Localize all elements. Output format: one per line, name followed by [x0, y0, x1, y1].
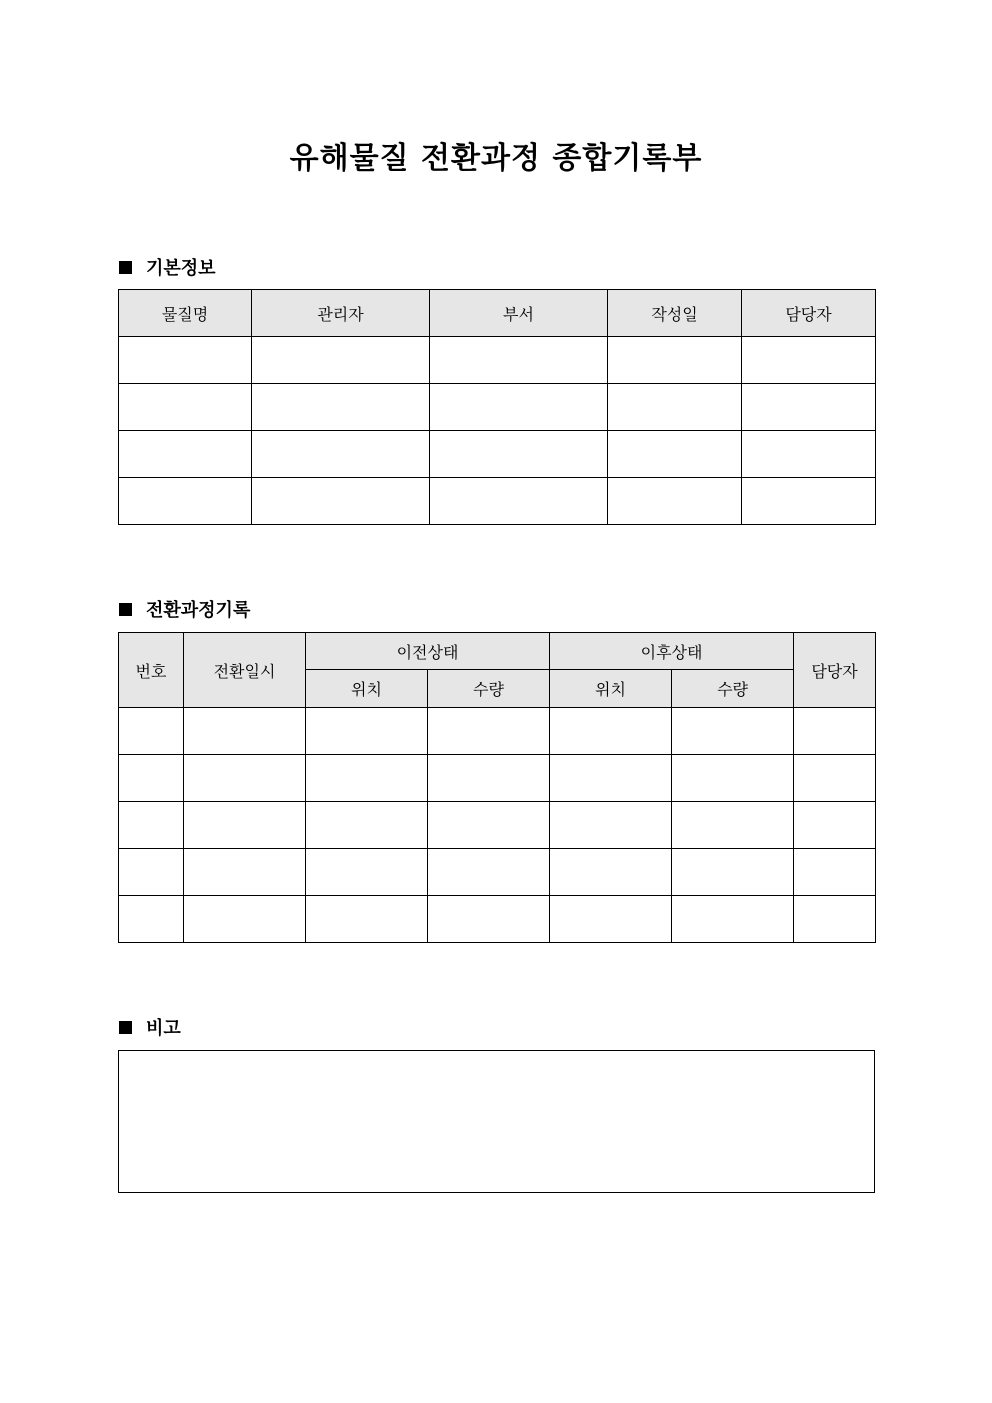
- section-remarks-label: 비고: [146, 1018, 181, 1039]
- table-cell[interactable]: [428, 755, 550, 802]
- table-cell[interactable]: [430, 431, 608, 478]
- table-cell[interactable]: [794, 708, 876, 755]
- table-cell[interactable]: [184, 849, 306, 896]
- table-cell[interactable]: [119, 337, 252, 384]
- table-row: [119, 337, 876, 384]
- table-cell[interactable]: [608, 431, 742, 478]
- table-cell[interactable]: [742, 384, 876, 431]
- remarks-box[interactable]: [118, 1050, 875, 1193]
- table-row: [119, 384, 876, 431]
- table-cell[interactable]: [119, 896, 184, 943]
- table-cell[interactable]: [184, 755, 306, 802]
- table-cell[interactable]: [252, 478, 430, 525]
- section-basic-info-heading: [119, 254, 216, 280]
- table-cell[interactable]: [550, 755, 672, 802]
- table-cell[interactable]: [672, 708, 794, 755]
- table-cell[interactable]: [119, 431, 252, 478]
- table-cell[interactable]: [252, 337, 430, 384]
- header-number: 번호: [119, 633, 184, 708]
- table-cell[interactable]: [794, 896, 876, 943]
- table-cell[interactable]: [252, 431, 430, 478]
- table-cell[interactable]: [119, 802, 184, 849]
- table-row: [119, 708, 876, 755]
- table-row: [119, 431, 876, 478]
- header-after-quantity: 수량: [672, 670, 794, 708]
- square-bullet-icon: [119, 1021, 132, 1034]
- table-cell[interactable]: [184, 708, 306, 755]
- table-cell[interactable]: [119, 755, 184, 802]
- table-cell[interactable]: [672, 755, 794, 802]
- header-before-state: 이전상태: [306, 633, 550, 670]
- section-remarks-heading: [119, 1014, 181, 1040]
- basic-info-header-row: [119, 290, 876, 337]
- table-cell[interactable]: [428, 896, 550, 943]
- header-person-in-charge: 담당자: [794, 633, 876, 708]
- table-row: [119, 478, 876, 525]
- table-cell[interactable]: [742, 431, 876, 478]
- table-cell[interactable]: [550, 849, 672, 896]
- header-department: 부서: [430, 290, 608, 337]
- table-cell[interactable]: [550, 802, 672, 849]
- table-cell[interactable]: [252, 384, 430, 431]
- conversion-header-row-1: [119, 633, 876, 670]
- table-cell[interactable]: [306, 896, 428, 943]
- table-cell[interactable]: [430, 337, 608, 384]
- section-conversion-heading: [119, 596, 250, 622]
- table-cell[interactable]: [306, 708, 428, 755]
- header-before-location: 위치: [306, 670, 428, 708]
- header-person-in-charge: 담당자: [742, 290, 876, 337]
- table-cell[interactable]: [608, 384, 742, 431]
- header-after-location: 위치: [550, 670, 672, 708]
- table-cell[interactable]: [184, 896, 306, 943]
- table-cell[interactable]: [608, 478, 742, 525]
- table-row: [119, 896, 876, 943]
- table-cell[interactable]: [430, 384, 608, 431]
- table-cell[interactable]: [672, 849, 794, 896]
- table-cell[interactable]: [608, 337, 742, 384]
- basic-info-table: [118, 289, 876, 525]
- table-cell[interactable]: [550, 708, 672, 755]
- table-cell[interactable]: [742, 478, 876, 525]
- table-cell[interactable]: [672, 896, 794, 943]
- document-title: 유해물질 전환과정 종합기록부: [289, 141, 703, 176]
- table-cell[interactable]: [430, 478, 608, 525]
- table-cell[interactable]: [306, 755, 428, 802]
- table-cell[interactable]: [794, 802, 876, 849]
- table-cell[interactable]: [119, 384, 252, 431]
- section-basic-info-label: 기본정보: [146, 258, 216, 279]
- square-bullet-icon: [119, 261, 132, 274]
- header-before-quantity: 수량: [428, 670, 550, 708]
- header-after-state: 이후상태: [550, 633, 794, 670]
- table-row: [119, 802, 876, 849]
- table-cell[interactable]: [119, 478, 252, 525]
- table-cell[interactable]: [306, 802, 428, 849]
- table-cell[interactable]: [428, 849, 550, 896]
- table-cell[interactable]: [306, 849, 428, 896]
- table-cell[interactable]: [184, 802, 306, 849]
- table-cell[interactable]: [742, 337, 876, 384]
- header-conversion-datetime: 전환일시: [184, 633, 306, 708]
- table-row: [119, 755, 876, 802]
- table-cell[interactable]: [550, 896, 672, 943]
- header-date-written: 작성일: [608, 290, 742, 337]
- table-cell[interactable]: [119, 849, 184, 896]
- table-cell[interactable]: [119, 708, 184, 755]
- section-conversion-label: 전환과정기록: [146, 600, 251, 621]
- conversion-record-table: [118, 632, 876, 943]
- table-cell[interactable]: [428, 802, 550, 849]
- table-cell[interactable]: [794, 849, 876, 896]
- table-row: [119, 849, 876, 896]
- header-administrator: 관리자: [252, 290, 430, 337]
- header-substance-name: 물질명: [119, 290, 252, 337]
- square-bullet-icon: [119, 603, 132, 616]
- table-cell[interactable]: [672, 802, 794, 849]
- table-cell[interactable]: [428, 708, 550, 755]
- table-cell[interactable]: [794, 755, 876, 802]
